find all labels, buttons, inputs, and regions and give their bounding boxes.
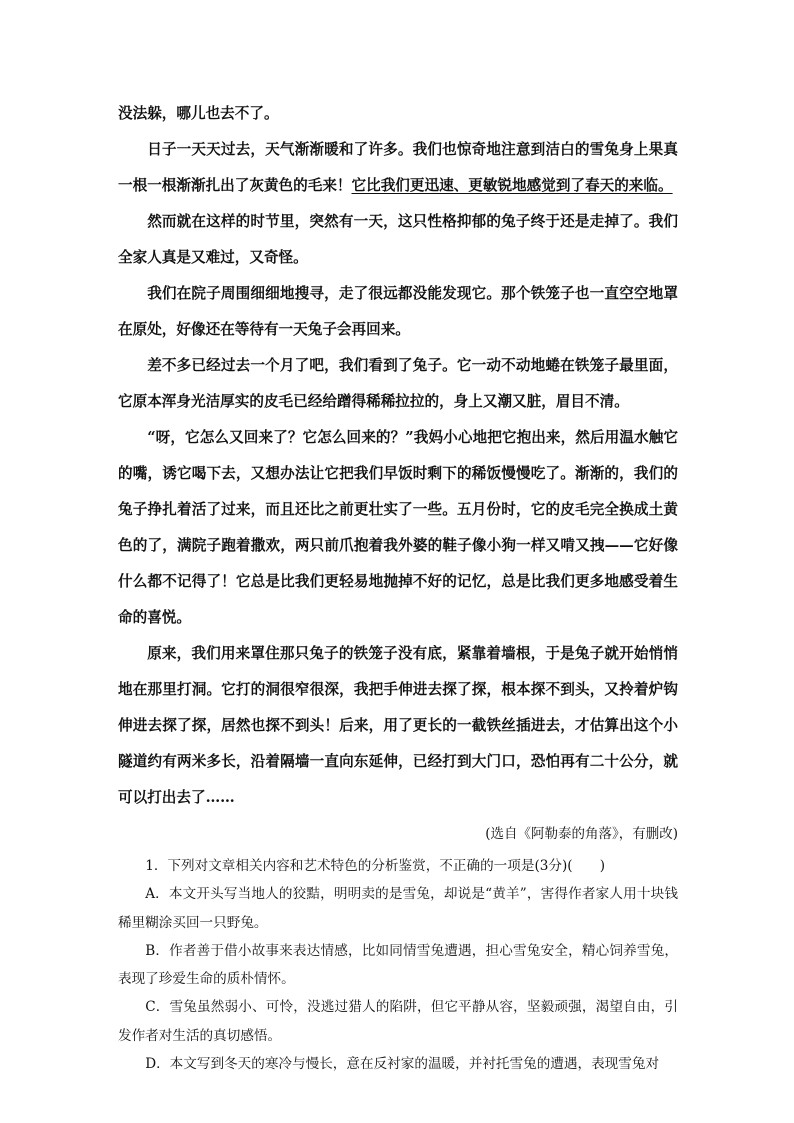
- article-paragraph: [118, 132, 678, 204]
- question-option-c: C．雪兔虽然弱小、可怜，没逃过猎人的陷阱，但它平静从容，坚毅顽强，渴望自由，引发作者对生活的真切感悟。: [118, 999, 678, 1044]
- article-paragraph: “呀，它怎么又回来了？它怎么回来的？”我妈小心地把它抱出来，然后用温水触它的嘴，诱它喝下去，又想办法让它把我们早饭时剩下的稀饭慢慢吃了。渐渐的，我们的兔子挣扎着活了过来，而且还比之前更壮实了一些。五月份时，它的皮毛完全换成土黄色的了，满院子跑着撒欢，两只前爪抱着我外婆的鞋子像小狗一样又啃又拽——它好像什么都不记得了！它总是比我们更轻易地抛掉不好的记忆，总是比我们更多地感受着生命的喜悦。: [118, 429, 678, 626]
- question-option-d: D．本文写到冬天的寒冷与慢长，意在反衬家的温暖，并衬托雪兔的遭遇，表现雪兔对: [145, 1056, 660, 1073]
- question-option-a: A．本文开头写当地人的狡黠，明明卖的是雪兔，却说是“黄羊”，害得作者家人用十块钱稀里糊涂买回一只野兔。: [118, 886, 678, 931]
- underlined-sentence: 它比我们更迅速、更敏锐地感觉到了春天的来临。: [351, 177, 673, 194]
- paragraph-text: 日子一天天过去，天气渐渐暖和了许多。我们也惊奇地注意到洁白的雪兔身上果真一根一根渐渐扎出了灰黄色的毛来！: [118, 141, 678, 194]
- article-paragraph: 没法躲，哪儿也去不了。: [118, 105, 279, 122]
- question-stem: 1．下列对文章相关内容和艺术特色的分析鉴赏，不正确的一项是(3分)( ): [145, 858, 606, 874]
- question-option-b: B．作者善于借小故事来表达情感，比如同情雪兔遭遇，担心雪兔安全，精心饲养雪兔，表现了珍爱生命的质朴情怀。: [118, 942, 678, 988]
- source-citation: (选自《阿勒泰的角落》，有删改): [485, 826, 678, 842]
- article-paragraph: 然而就在这样的时节里，突然有一天，这只性格抑郁的兔子终于还是走掉了。我们全家人真是又难过，又奇怪。: [118, 213, 678, 266]
- article-paragraph: 原来，我们用来罩住那只兔子的铁笼子没有底，紧靠着墙根，于是兔子就开始悄悄地在那里打洞。它打的洞很窄很深，我把手伸进去探了探，根本探不到头，又拎着炉钩伸进去探了探，居然也探不到头！后来，用了更长的一截铁丝插进去，才估算出这个小隧道约有两米多长，沿着隔墙一直向东延伸，已经打到大门口，恐怕再有二十公分，就可以打出去了……: [118, 645, 678, 806]
- document-page: [118, 96, 678, 1078]
- article-paragraph: 差不多已经过去一个月了吧，我们看到了兔子。它一动不动地蜷在铁笼子最里面，它原本浑身光洁厚实的皮毛已经给蹭得稀稀拉拉的，身上又潮又脏，眉目不清。: [118, 357, 678, 410]
- article-paragraph: 我们在院子周围细细地搜寻，走了很远都没能发现它。那个铁笼子也一直空空地罩在原处，好像还在等待有一天兔子会再回来。: [118, 285, 678, 338]
